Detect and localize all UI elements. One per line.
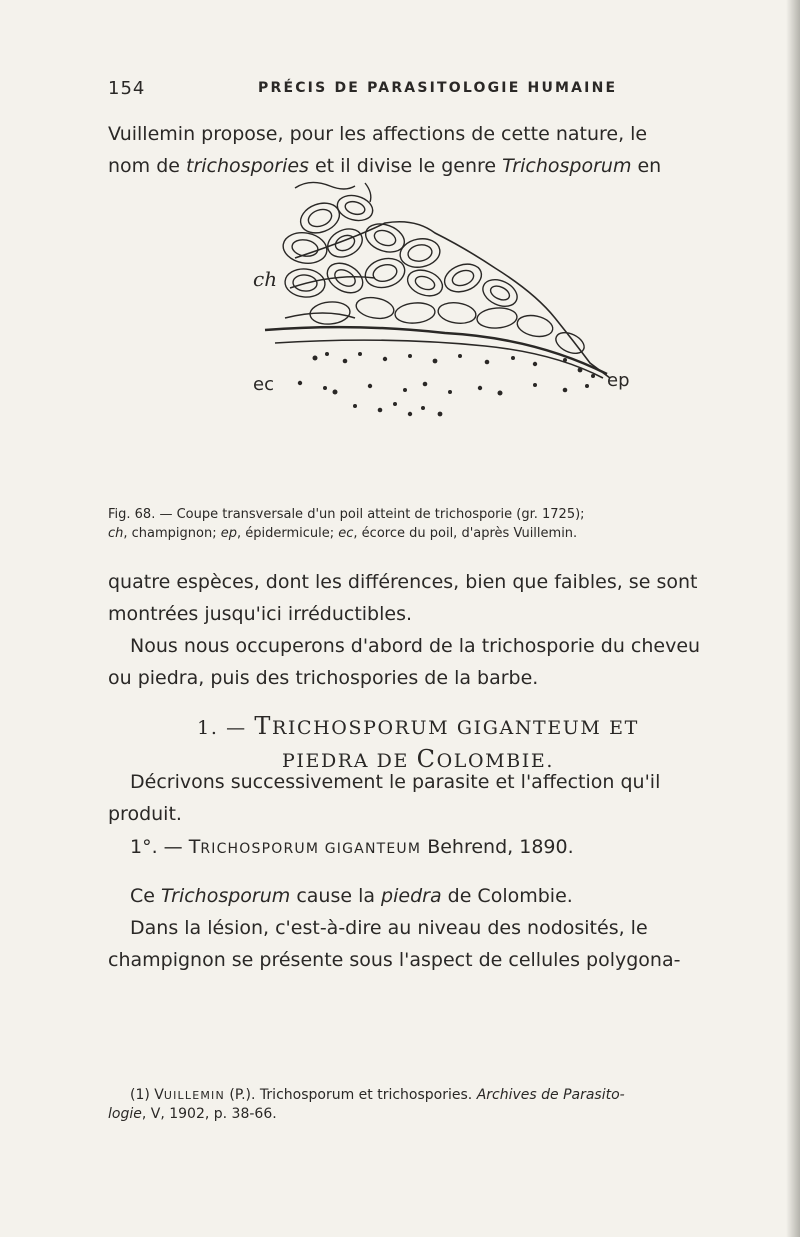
text-line: Dans la lésion, c'est-à-dire au niveau des nodosités, le bbox=[130, 917, 648, 939]
text-line: Décrivons successivement le parasite et l'affection qu'il bbox=[130, 771, 661, 793]
paragraph-intro bbox=[108, 118, 718, 182]
label-ch: ch bbox=[253, 267, 278, 291]
paragraph-species bbox=[108, 566, 718, 630]
text-line: Ce Trichosporum cause la piedra de Colombie. bbox=[130, 885, 573, 907]
caption-line: Fig. 68. — Coupe transversale d'un poil atteint de trichosporie (gr. 1725); bbox=[108, 507, 585, 522]
page-number: 154 bbox=[108, 78, 146, 99]
subheading-species: 1°. — TRICHOSPORUM GIGANTEUM Behrend, 1890. bbox=[130, 836, 574, 858]
footnote bbox=[108, 1086, 730, 1124]
paragraph-piedra bbox=[108, 880, 718, 976]
figure-caption bbox=[108, 505, 728, 543]
text-line: quatre espèces, dont les différences, bien que faibles, se sont bbox=[108, 571, 698, 593]
text-line: Vuillemin propose, pour les affections de cette nature, le bbox=[108, 123, 648, 145]
page-edge-shadow bbox=[786, 0, 800, 1237]
text-line: montrées jusqu'ici irréductibles. bbox=[108, 603, 413, 625]
running-head bbox=[108, 78, 708, 102]
text-line: Nous nous occuperons d'abord de la trichosporie du cheveu bbox=[130, 635, 701, 657]
text-line: produit. bbox=[108, 803, 182, 825]
label-ec: ec bbox=[253, 374, 274, 395]
running-title: PRÉCIS DE PARASITOLOGIE HUMAINE bbox=[258, 80, 618, 96]
section-title-line2: PIEDRA DE COLOMBIE. bbox=[282, 745, 554, 773]
text-line: ou piedra, puis des trichospories de la barbe. bbox=[108, 667, 539, 689]
paragraph-plan bbox=[108, 630, 718, 694]
text-line: champignon se présente sous l'aspect de cellules polygona- bbox=[108, 949, 681, 971]
footnote-line: (1) VUILLEMIN (P.). Trichosporum et trichospories. Archives de Parasito- bbox=[130, 1087, 625, 1103]
section-title-line1: 1. — TRICHOSPORUM GIGANTEUM ET bbox=[197, 712, 639, 740]
footnote-line: logie, V, 1902, p. 38-66. bbox=[108, 1106, 277, 1122]
text-line: nom de trichospories et il divise le genre Trichosporum en bbox=[108, 155, 662, 177]
hair-section-illustration bbox=[235, 178, 635, 508]
caption-line: ch, champignon; ep, épidermicule; ec, écorce du poil, d'après Vuillemin. bbox=[108, 526, 578, 541]
label-ep: ep bbox=[607, 370, 630, 391]
figure-hair-cross-section bbox=[235, 178, 635, 508]
paragraph-decrivons-real bbox=[108, 766, 718, 830]
